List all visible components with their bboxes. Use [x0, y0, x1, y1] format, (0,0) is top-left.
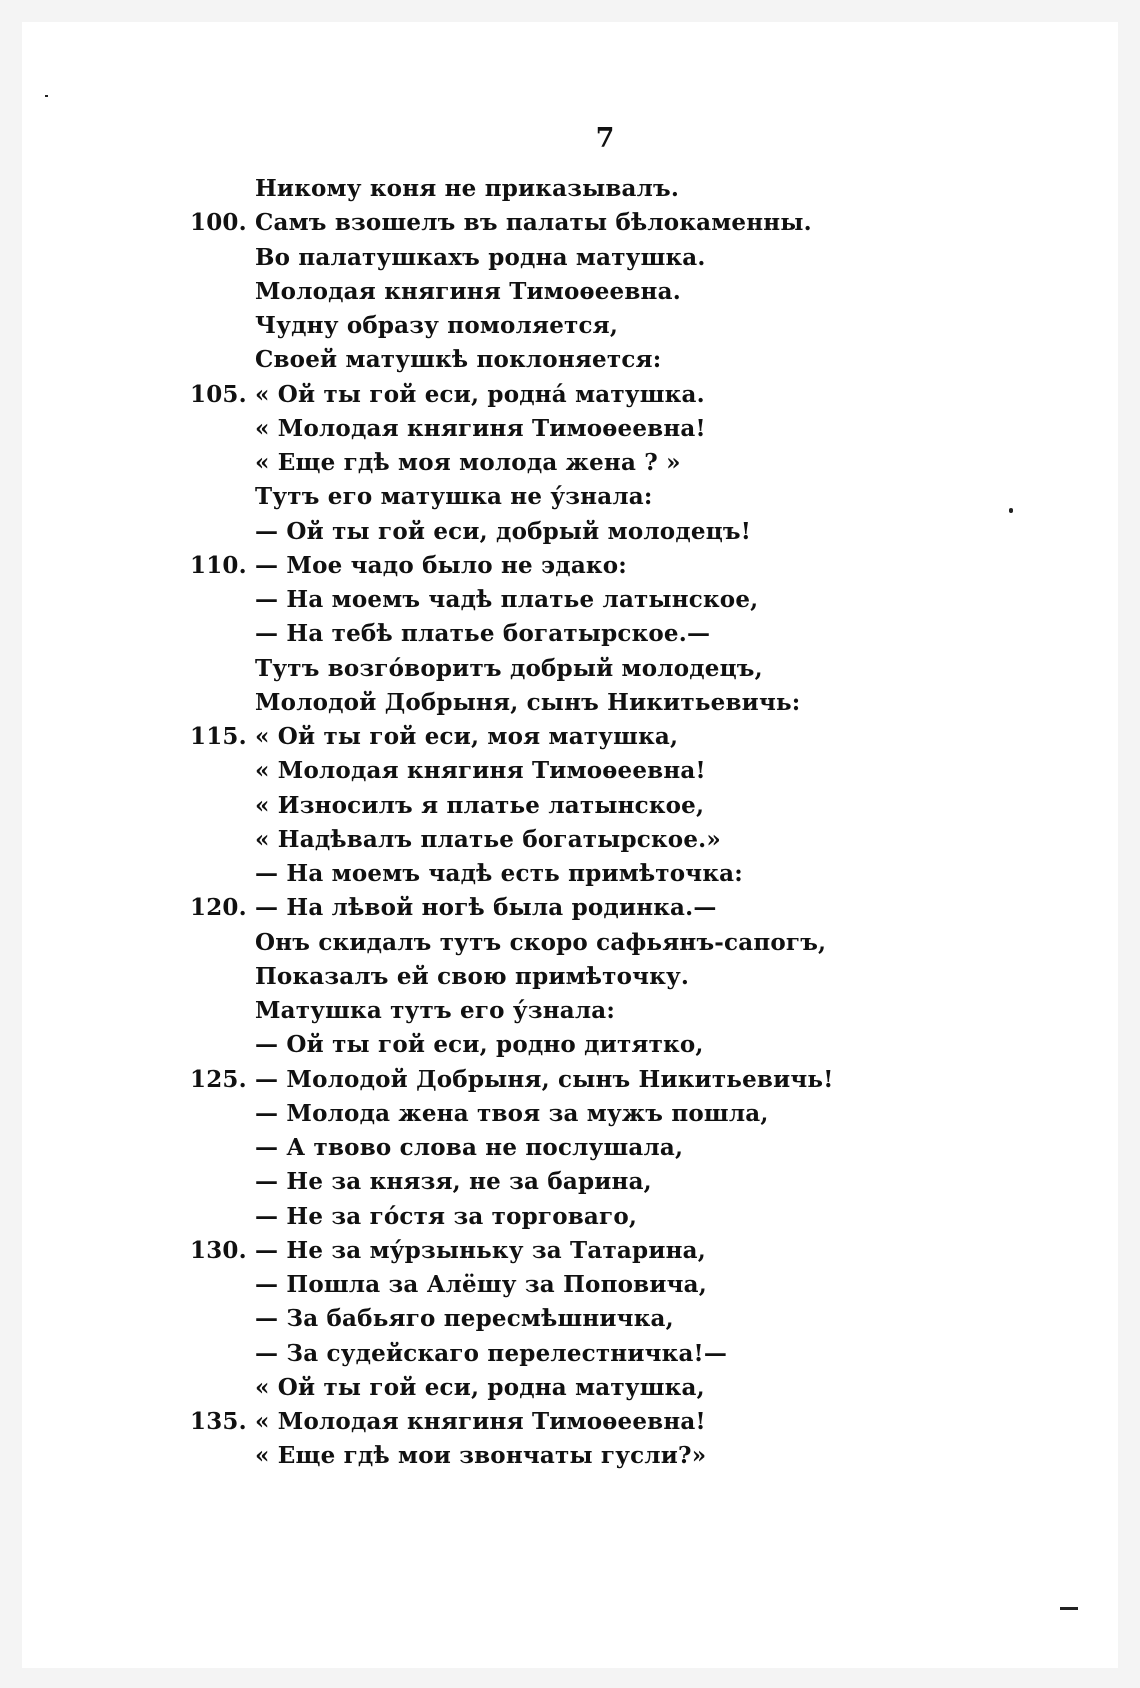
- line-text: « Износилъ я платье латынское,: [255, 791, 705, 819]
- line-text: « Ой ты гой еси, родна матушка,: [255, 1373, 705, 1401]
- line-number: 135.: [190, 1408, 247, 1435]
- verse-line: [22, 652, 1118, 686]
- line-text: — Молода жена твоя за мужъ пошла,: [255, 1099, 769, 1127]
- verse-line: [22, 1063, 1118, 1097]
- verse-line: [22, 1028, 1118, 1062]
- line-number: 100.: [190, 209, 247, 237]
- verse-line: [22, 789, 1118, 823]
- line-text: — Пошла за Алёшу за Поповича,: [255, 1271, 707, 1298]
- verse-line: [22, 1131, 1118, 1165]
- ink-speck: [1060, 1607, 1078, 1610]
- verse-line: [22, 1302, 1118, 1336]
- verse-line: [22, 1268, 1118, 1302]
- verse-line: [22, 1200, 1118, 1234]
- verse-line: [22, 275, 1118, 309]
- line-text: — Не за князя, не за барина,: [255, 1168, 652, 1196]
- verse-line: [22, 1234, 1118, 1268]
- page-number: 7: [595, 123, 615, 154]
- line-text: Чудну образу помоляется,: [255, 312, 619, 339]
- verse-line: [22, 617, 1118, 651]
- line-text: — Не за го́стя за торговаго,: [255, 1202, 638, 1230]
- verse-line: [22, 480, 1118, 514]
- line-text: — На моемъ чадѣ платье латынское,: [255, 586, 759, 613]
- line-number: 120.: [190, 894, 247, 922]
- verse-line: [22, 241, 1118, 275]
- line-text: — На моемъ чадѣ есть примѣточка:: [255, 860, 743, 887]
- line-number: 110.: [190, 551, 247, 579]
- line-text: — Мое чадо было не эдако:: [255, 551, 627, 579]
- line-text: Молодой Добрыня, сынъ Никитьевичь:: [255, 688, 801, 716]
- line-text: — На лѣвой ногѣ была родинка.—: [255, 894, 717, 922]
- verse-line: [22, 172, 1118, 206]
- line-text: — Ой ты гой еси, родно дитятко,: [255, 1031, 704, 1059]
- line-text: Во палатушкахъ родна матушка.: [255, 243, 706, 271]
- verse-line: [22, 583, 1118, 617]
- line-text: Молодая княгиня Тимоѳеевна.: [255, 277, 681, 305]
- verse-line: [22, 206, 1118, 240]
- verse-line: [22, 754, 1118, 788]
- line-text: Тутъ возго́воритъ добрый молодецъ,: [255, 654, 763, 682]
- verse-line: [22, 686, 1118, 720]
- line-text: — За бабьяго пересмѣшничка,: [255, 1305, 674, 1333]
- verse-line: [22, 891, 1118, 925]
- verse-line: [22, 926, 1118, 960]
- verse-line: [22, 720, 1118, 754]
- verse-line: [22, 309, 1118, 343]
- line-text: Матушка тутъ его у́знала:: [255, 997, 616, 1024]
- ink-speck: [1009, 508, 1013, 513]
- verse-line: [22, 1371, 1118, 1405]
- line-text: — За судейскаго перелестничка!—: [255, 1339, 728, 1367]
- verse-line: [22, 994, 1118, 1028]
- verse-line: [22, 446, 1118, 480]
- line-text: « Надѣвалъ платье богатырское.»: [255, 825, 721, 853]
- line-number: 130.: [190, 1236, 247, 1264]
- verse-line: [22, 823, 1118, 857]
- line-text: Онъ скидалъ тутъ скоро сафьянъ-сапогъ,: [255, 928, 827, 956]
- line-text: Тутъ его матушка не у́знала:: [255, 483, 653, 511]
- line-text: « Еще гдѣ моя молода жена ? »: [255, 449, 681, 476]
- verse-line: [22, 1097, 1118, 1131]
- verse-line: [22, 1439, 1118, 1473]
- ink-speck: [45, 95, 48, 97]
- verse-line: [22, 1165, 1118, 1199]
- line-text: « Молодая княгиня Тимоѳеевна!: [255, 414, 706, 442]
- line-number: 115.: [190, 723, 247, 750]
- verse-line: [22, 960, 1118, 994]
- line-text: — Молодой Добрыня, сынъ Никитьевичь!: [255, 1065, 834, 1093]
- verse-block: [22, 172, 1118, 1474]
- verse-line: [22, 857, 1118, 891]
- verse-line: [22, 378, 1118, 412]
- line-text: « Молодая княгиня Тимоѳеевна!: [255, 757, 706, 785]
- line-text: Своей матушкѣ поклоняется:: [255, 346, 662, 374]
- verse-line: [22, 515, 1118, 549]
- verse-line: [22, 412, 1118, 446]
- line-text: — А твово слова не послушала,: [255, 1134, 684, 1161]
- book-page: [22, 22, 1118, 1668]
- line-text: — Не за му́рзыньку за Татарина,: [255, 1236, 706, 1264]
- verse-line: [22, 343, 1118, 377]
- line-text: — На тебѣ платье богатырское.—: [255, 620, 711, 648]
- line-text: — Ой ты гой еси, добрый молодецъ!: [255, 517, 752, 545]
- line-text: « Еще гдѣ мои звончаты гусли?»: [255, 1442, 707, 1470]
- verse-line: [22, 1405, 1118, 1439]
- line-text: Самъ взошелъ въ палаты бѣлокаменны.: [255, 209, 812, 237]
- line-number: 125.: [190, 1065, 247, 1093]
- verse-line: [22, 1337, 1118, 1371]
- line-text: « Ой ты гой еси, родна́ матушка.: [255, 380, 705, 408]
- line-text: Никому коня не приказывалъ.: [255, 175, 680, 202]
- line-text: Показалъ ей свою примѣточку.: [255, 962, 690, 990]
- verse-line: [22, 549, 1118, 583]
- line-text: « Ой ты гой еси, моя матушка,: [255, 723, 679, 750]
- line-text: « Молодая княгиня Тимоѳеевна!: [255, 1408, 706, 1435]
- line-number: 105.: [190, 380, 247, 408]
